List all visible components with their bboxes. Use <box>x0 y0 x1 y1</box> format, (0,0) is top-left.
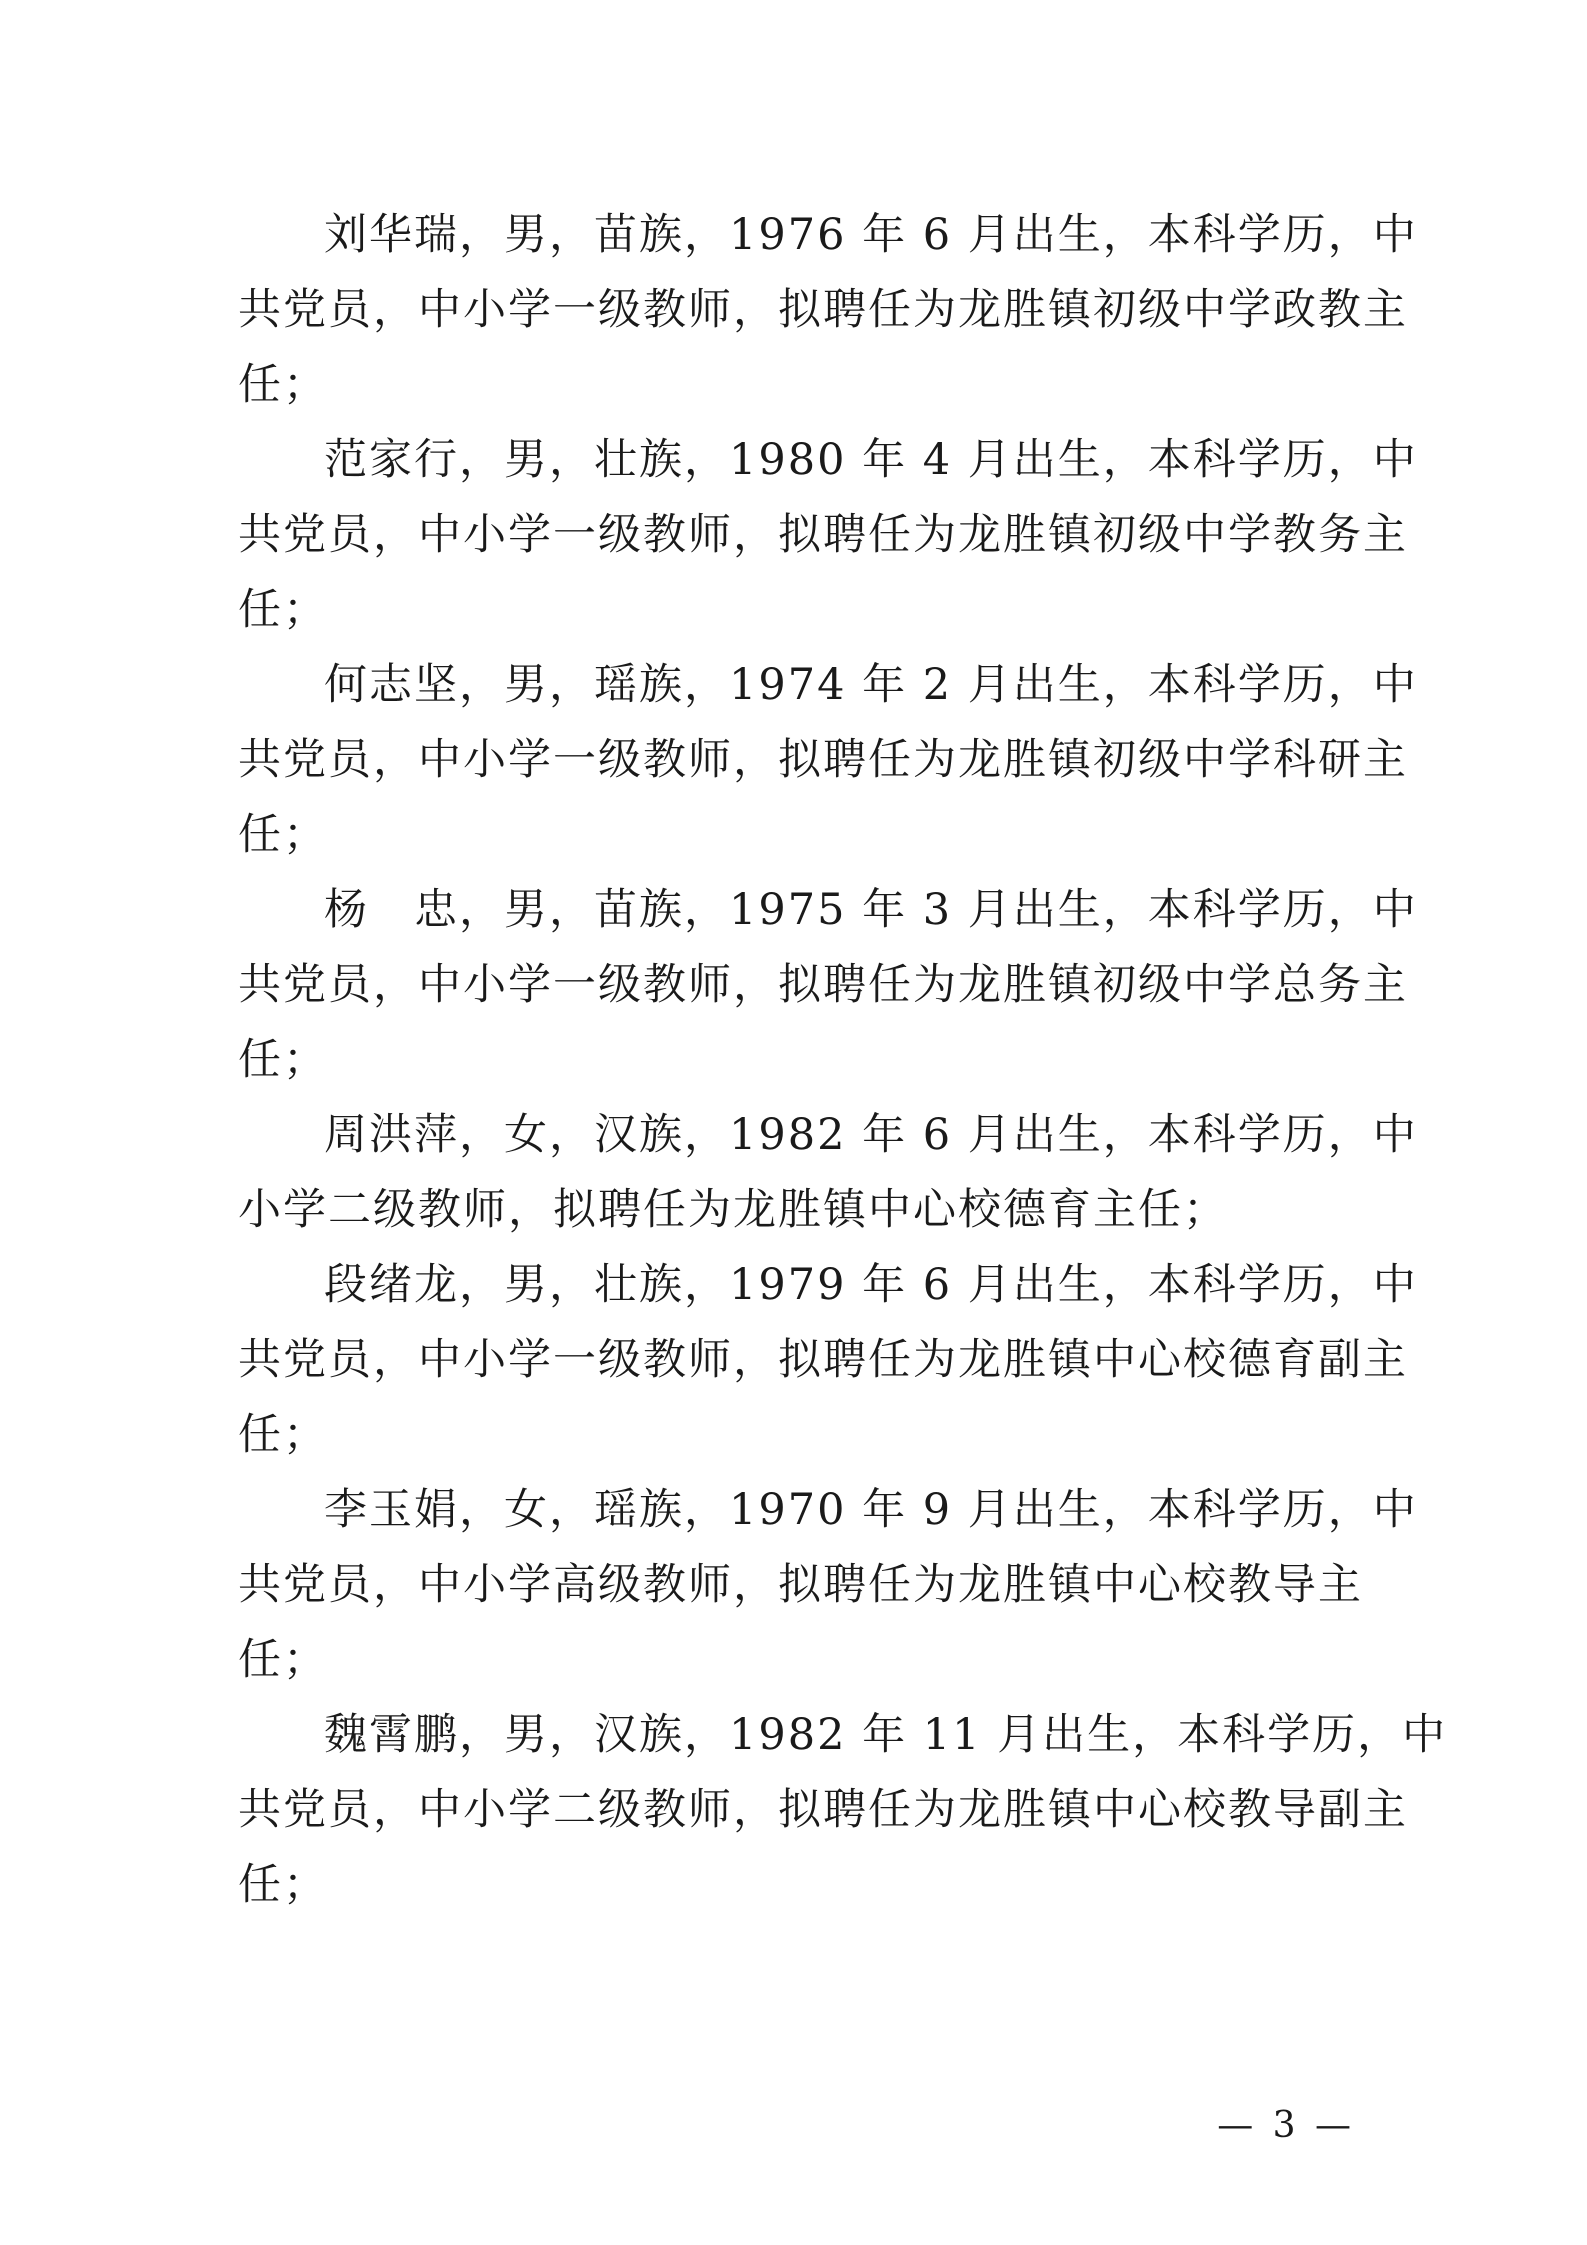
paragraph-5-line-2: 小学二级教师，拟聘任为龙胜镇中心校德育主任； <box>238 1185 1228 1235</box>
paragraph-1-line-1: 刘华瑞，男，苗族，1976 年 6 月出生，本科学历，中 <box>324 210 1418 260</box>
paragraph-3-line-1: 何志坚，男，瑶族，1974 年 2 月出生，本科学历，中 <box>324 660 1418 710</box>
paragraph-4-line-3: 任； <box>238 1035 328 1085</box>
paragraph-8-line-2: 共党员，中小学二级教师，拟聘任为龙胜镇中心校教导副主 <box>238 1785 1408 1835</box>
paragraph-2-line-3: 任； <box>238 585 328 635</box>
paragraph-1-line-2: 共党员，中小学一级教师，拟聘任为龙胜镇初级中学政教主 <box>238 285 1408 335</box>
paragraph-6-line-1: 段绪龙，男，壮族，1979 年 6 月出生，本科学历，中 <box>324 1260 1418 1310</box>
paragraph-1-line-3: 任； <box>238 360 328 410</box>
paragraph-3-line-3: 任； <box>238 810 328 860</box>
paragraph-2-line-1: 范家行，男，壮族，1980 年 4 月出生，本科学历，中 <box>324 435 1418 485</box>
paragraph-2-line-2: 共党员，中小学一级教师，拟聘任为龙胜镇初级中学教务主 <box>238 510 1408 560</box>
paragraph-4-line-2: 共党员，中小学一级教师，拟聘任为龙胜镇初级中学总务主 <box>238 960 1408 1010</box>
paragraph-7-line-3: 任； <box>238 1635 328 1685</box>
page-number: — 3 — <box>1217 2105 1355 2146</box>
paragraph-4-line-1: 杨 忠，男，苗族，1975 年 3 月出生，本科学历，中 <box>324 885 1418 935</box>
paragraph-7-line-1: 李玉娟，女，瑶族，1970 年 9 月出生，本科学历，中 <box>324 1485 1418 1535</box>
document-body <box>238 198 1448 1923</box>
paragraph-6-line-3: 任； <box>238 1410 328 1460</box>
paragraph-6-line-2: 共党员，中小学一级教师，拟聘任为龙胜镇中心校德育副主 <box>238 1335 1408 1385</box>
paragraph-8-line-1: 魏霄鹏，男，汉族，1982 年 11 月出生，本科学历，中 <box>324 1710 1448 1760</box>
paragraph-7-line-2: 共党员，中小学高级教师，拟聘任为龙胜镇中心校教导主 <box>238 1560 1363 1610</box>
paragraph-5-line-1: 周洪萍，女，汉族，1982 年 6 月出生，本科学历，中 <box>324 1110 1418 1160</box>
paragraph-3-line-2: 共党员，中小学一级教师，拟聘任为龙胜镇初级中学科研主 <box>238 735 1408 785</box>
paragraph-8-line-3: 任； <box>238 1860 328 1910</box>
